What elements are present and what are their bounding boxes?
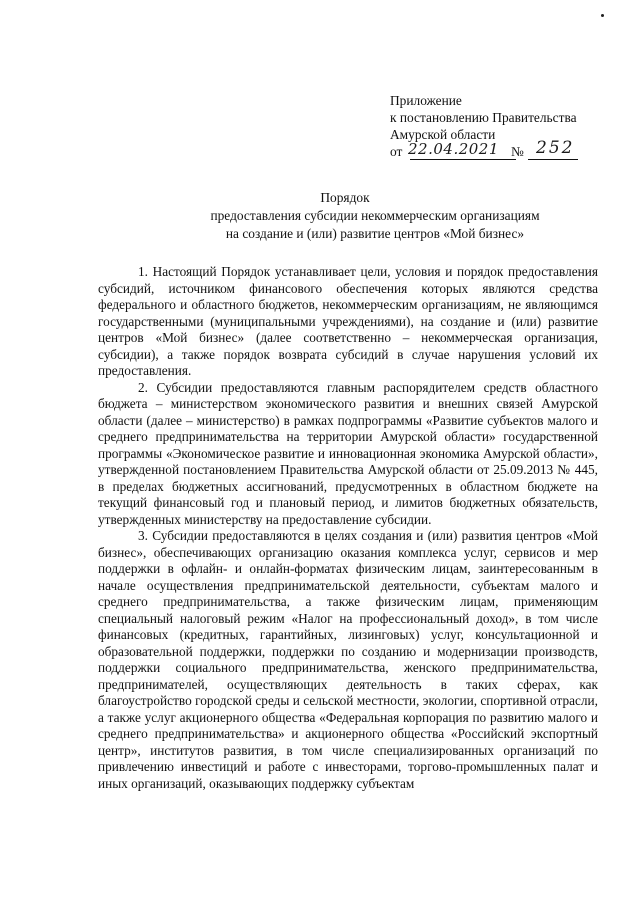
appendix-resolution-ref: к постановлению Правительства (390, 110, 577, 125)
handwritten-date: 22.04.2021 (408, 140, 499, 158)
appendix-label: Приложение (390, 93, 462, 108)
date-prefix: от (390, 144, 403, 159)
date-number-row (390, 138, 620, 163)
scan-speck (601, 14, 604, 17)
appendix-header (390, 92, 620, 163)
title-line-1: Порядок (320, 190, 370, 205)
handwritten-number: 252 (536, 138, 575, 158)
number-underline (528, 159, 578, 160)
document-body (98, 264, 598, 792)
paragraph-3: 3. Субсидии предоставляются в целях создания и (или) развития центров «Мой бизнес», обеспечивающих организацию оказания комплекса услуг, сервисов и мер поддержки в офлайн- и онлайн-форматах физическим лицам, заинтересованным в начале осуществления предпринимательской деятельности, субъектам малого и среднего предпринимательства, а также физическим лицам, применяющим специальный налоговый режим «Налог на профессиональный доход», в том числе финансовых (кредитных, гарантийных, лизинговых) услуг, консультационной и образовательной поддержки, поддержки по созданию и модернизации производств, поддержки социального предпринимательства, женского предпринимательства, предпринимателей, осуществляющих деятельность в таких сферах, как благоустройство городской среды и сельской местности, экологии, спортивной отрасли, а также услуг акционерного общества «Федеральная корпорация по развитию малого и среднего предпринимательства» и акционерного общества «Российский экспортный центр», институтов развития, в том числе специализированных организаций по привлечению инвестиций и работе с инвесторами, торгово-промышленных палат и иных организаций, оказывающих поддержку субъектам (98, 528, 598, 791)
paragraph-1: 1. Настоящий Порядок устанавливает цели, условия и порядок предоставления субсидий, источником финансового обеспечения которых являются средства федерального и областного бюджетов, некоммерческим организациям, не являющимся государственными (муниципальными учреждениями), на создание и (или) развитие центров «Мой бизнес» (далее соответственно – некоммерческая организация, субсидии), а также порядок возврата субсидий в случае нарушения условий их предоставления. (98, 264, 598, 378)
number-sign: № (511, 144, 524, 159)
document-title (0, 189, 640, 243)
title-line-2: предоставления субсидии некоммерческим организациям (210, 208, 540, 223)
date-underline (410, 159, 516, 160)
title-line-3: на создание и (или) развитие центров «Мой бизнес» (225, 226, 525, 241)
appendix-region: Амурской области (390, 127, 496, 142)
paragraph-2: 2. Субсидии предоставляются главным распорядителем средств областного бюджета – министерством экономического развития и внешних связей Амурской области (далее – министерство) в рамках подпрограммы «Развитие субъектов малого и среднего предпринимательства на территории Амурской области» государственной программы «Экономическое развитие и инновационная экономика Амурской области», утвержденной постановлением Правительства Амурской области от 25.09.2013 № 445, в пределах бюджетных ассигнований, предусмотренных в областном бюджете на текущий финансовый год и плановый период, и лимитов бюджетных обязательств, утвержденных министерству на предоставление субсидии. (98, 379, 598, 527)
